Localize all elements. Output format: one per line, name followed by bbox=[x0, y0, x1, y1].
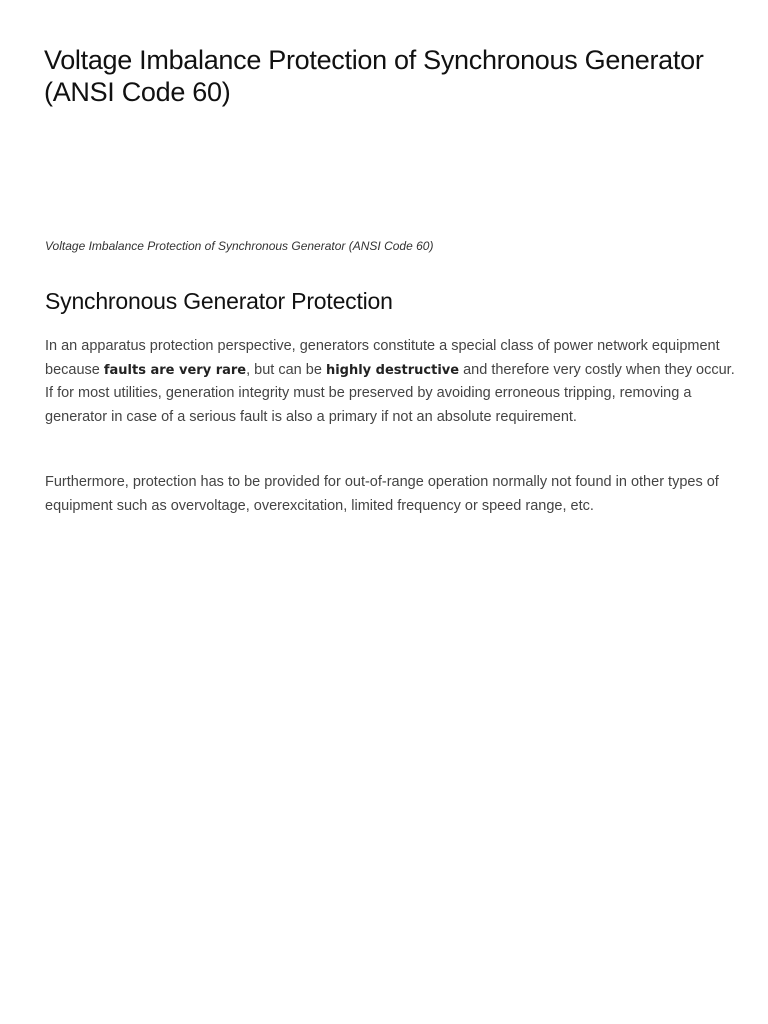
article-title-line1: Voltage Imbalance Protection of Synchronous Generator bbox=[44, 45, 704, 75]
paragraph-out-of-range: Furthermore, protection has to be provided for out-of-range operation normally not found in other types of equipment such as overvoltage, overexcitation, limited frequency or speed range, etc. bbox=[45, 474, 719, 514]
article-title-line2: (ANSI Code 60) bbox=[44, 77, 231, 107]
emphasis-highly-destructive: highly destructive bbox=[325, 362, 460, 378]
paragraph-intro-text-a: In an apparatus protection perspective, generators constitute a special class of power network equipment because bbox=[45, 338, 720, 378]
section-heading: Synchronous Generator Protection bbox=[45, 288, 393, 314]
image-caption: Voltage Imbalance Protection of Synchronous Generator (ANSI Code 60) bbox=[45, 239, 434, 253]
paragraph-intro-text-c: and therefore very costly when they occur. If for most utilities, generation integrity must be preserved by avoiding erroneous tripping, removing a generator in case of a serious fault is also a primary if not an absolute requirement. bbox=[45, 361, 735, 425]
emphasis-faults-rare: faults are very rare bbox=[103, 362, 247, 378]
paragraph-intro bbox=[45, 335, 735, 429]
paragraph-intro-text-b: , but can be bbox=[246, 361, 326, 378]
article-title bbox=[44, 44, 744, 108]
